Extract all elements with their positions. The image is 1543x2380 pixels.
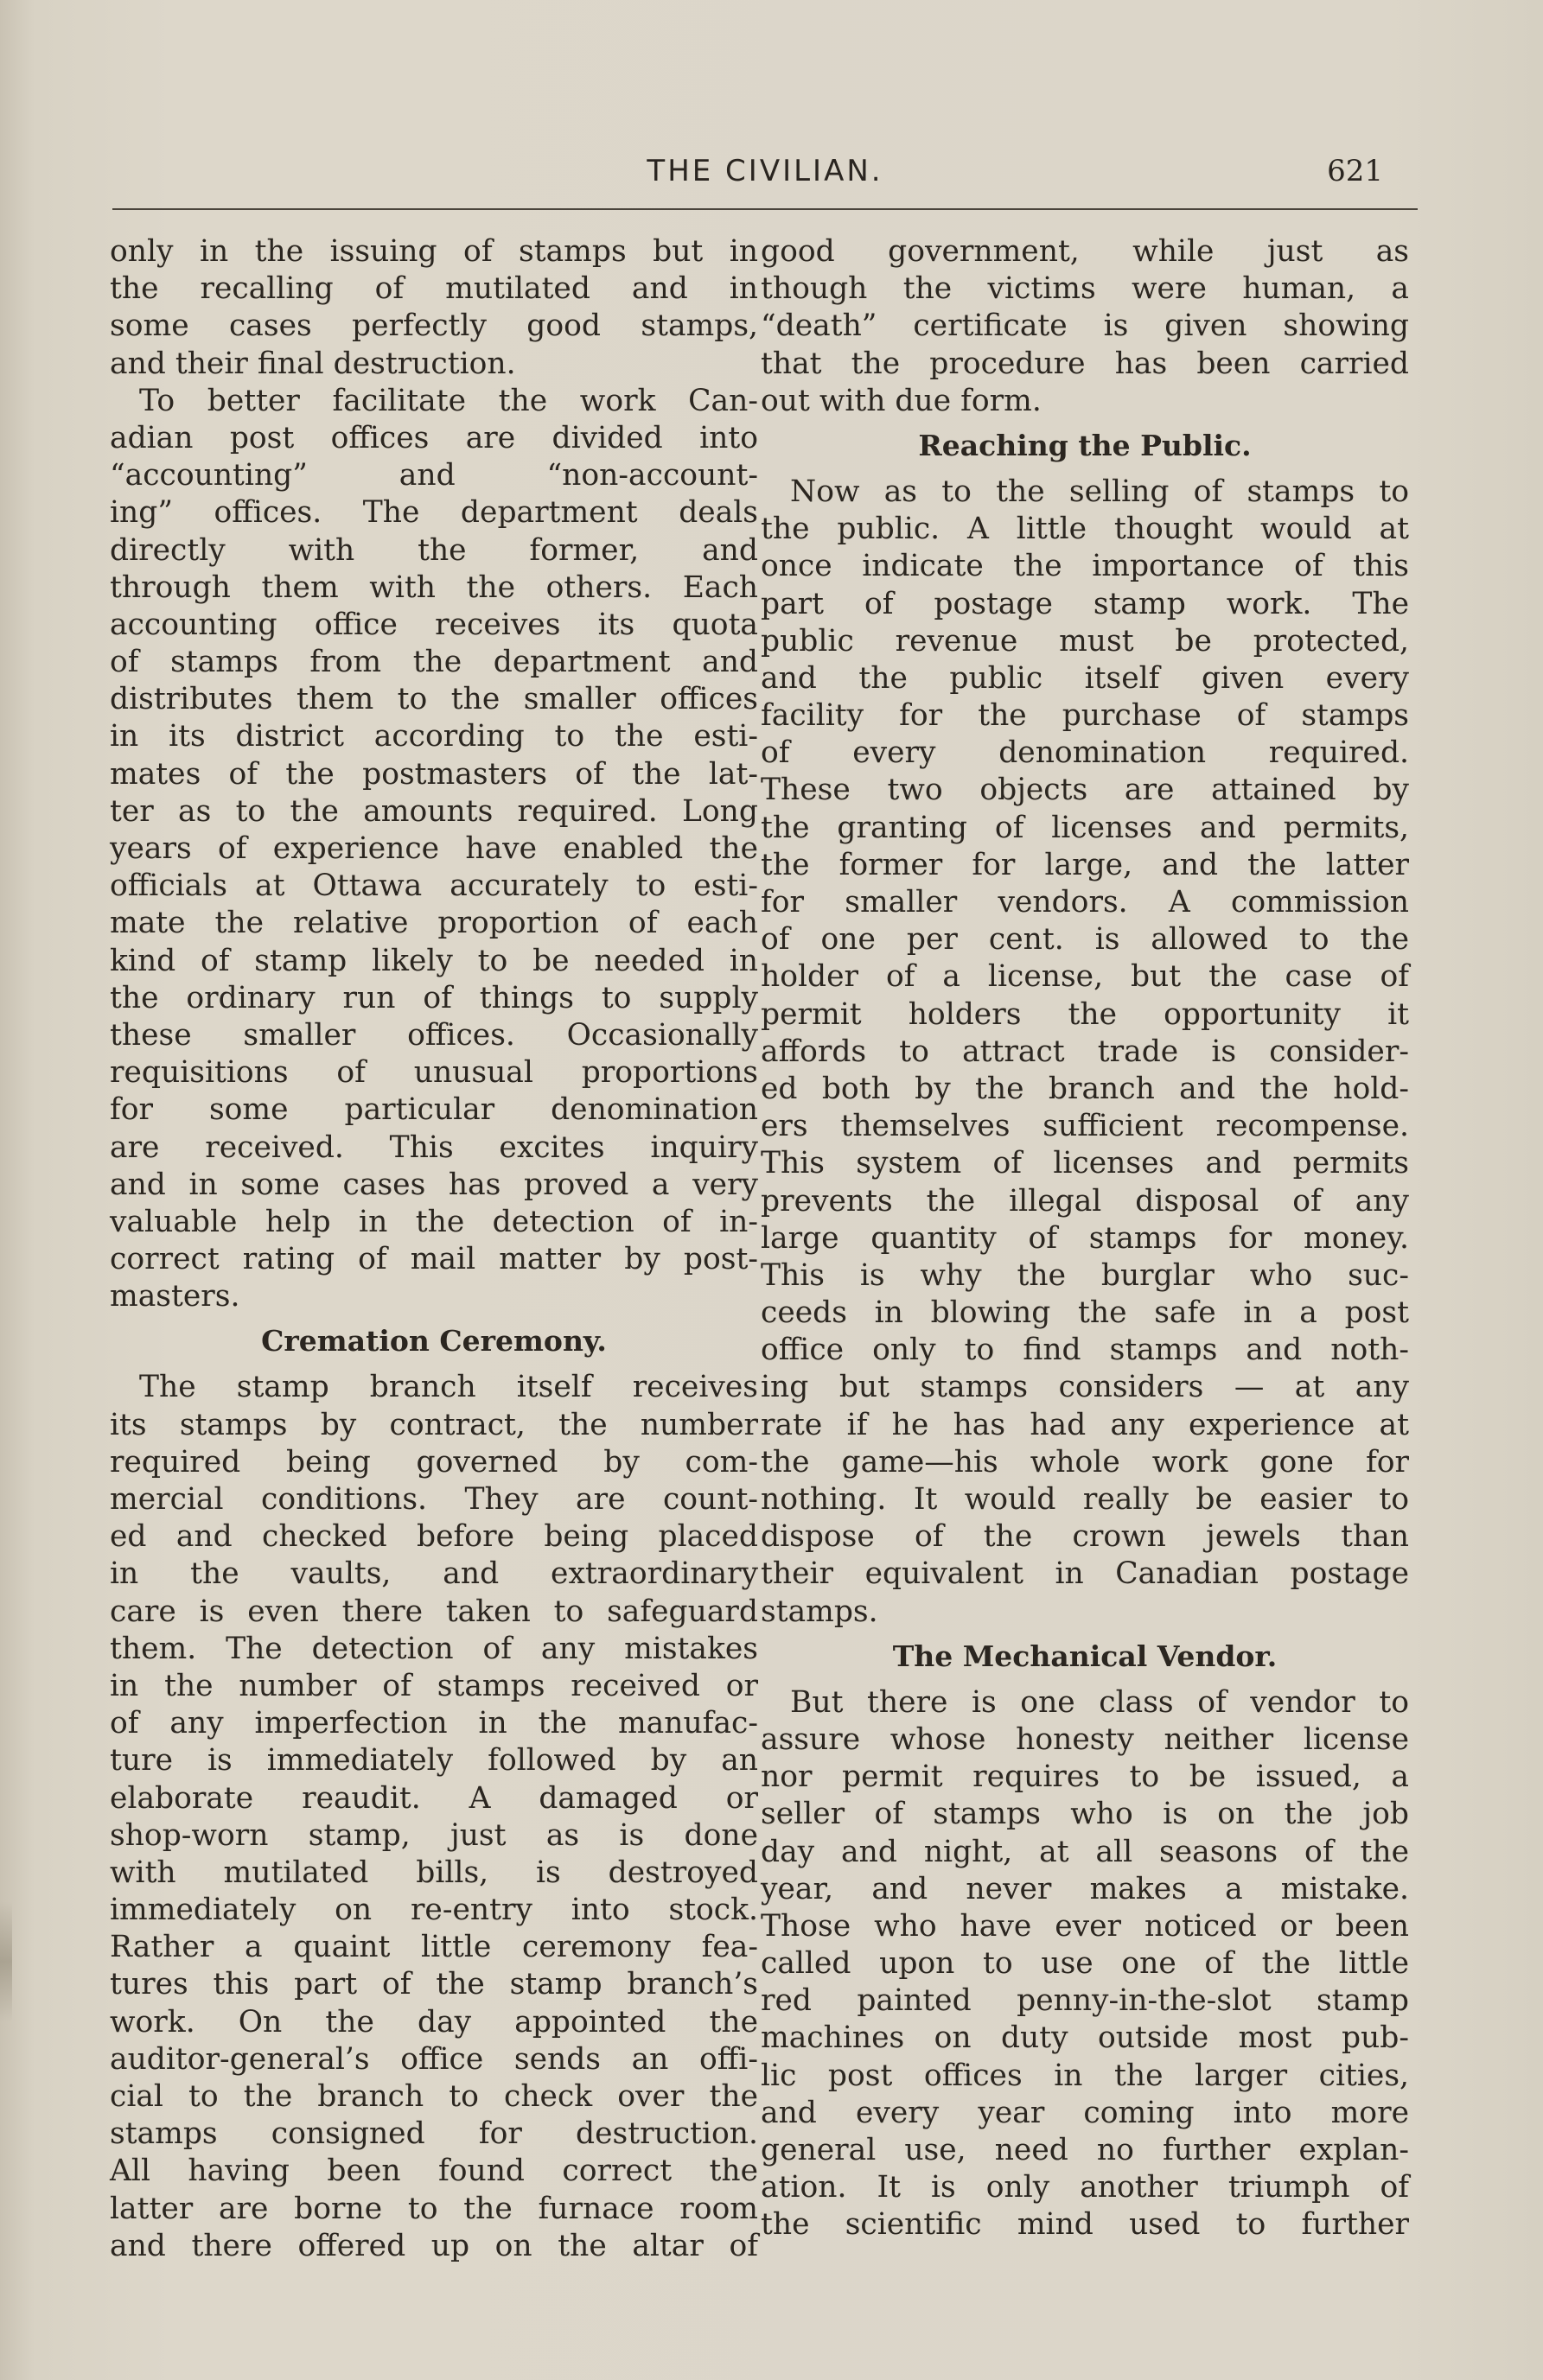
text-line: ed and checked before being placed (110, 1519, 758, 1555)
text-line: in the vaults, and extraordinary (110, 1556, 758, 1592)
text-line: for smaller vendors. A commission (761, 885, 1409, 920)
text-line: some cases perfectly good stamps, (110, 309, 758, 344)
text-line: ation. It is only another triumph of (761, 2170, 1409, 2205)
text-line: accounting office receives its quota (110, 607, 758, 642)
right-column (761, 233, 1409, 2244)
text-line: nothing. It would really be easier to (761, 1482, 1409, 1517)
text-line: The stamp branch itself receives (139, 1370, 758, 1405)
text-line: that the procedure has been carried (761, 346, 1409, 381)
text-line: the public. A little thought would at (761, 512, 1409, 547)
text-line: officials at Ottawa accurately to esti- (110, 869, 758, 904)
text-line: latter are borne to the furnace room (110, 2191, 758, 2226)
text-line: auditor-general’s office sends an offi- (110, 2041, 758, 2077)
paragraph (761, 233, 1409, 420)
text-line: and there offered up on the altar of (110, 2228, 758, 2263)
text-line: public revenue must be protected, (761, 623, 1409, 659)
text-line: office only to find stamps and noth- (761, 1333, 1409, 1368)
text-line: But there is one class of vendor to (790, 1684, 1409, 1720)
text-line: ing” offices. The department deals (110, 495, 758, 531)
text-line: stamps. (761, 1594, 878, 1629)
text-line: are received. This excites inquiry (110, 1130, 758, 1165)
text-line: ceeds in blowing the safe in a post (761, 1295, 1409, 1331)
section-heading: Reaching the Public. (918, 428, 1252, 462)
text-line: years of experience have enabled the (110, 831, 758, 866)
text-line: permit holders the opportunity it (761, 996, 1409, 1032)
text-line: required being governed by com- (110, 1444, 758, 1480)
text-line: called upon to use one of the little (761, 1946, 1409, 1982)
text-line: requisitions of unusual proportions (110, 1055, 758, 1091)
text-line: part of postage stamp work. The (761, 586, 1409, 621)
text-line: masters. (110, 1279, 240, 1314)
text-line: ers themselves sufficient recompense. (761, 1109, 1409, 1144)
paragraph (761, 474, 1409, 1631)
text-line: immediately on re-entry into stock. (110, 1893, 758, 1928)
text-line: these smaller offices. Occasionally (110, 1017, 758, 1053)
text-line: red painted penny-in-the-slot stamp (761, 1983, 1409, 2019)
text-line: To better facilitate the work Can- (139, 383, 758, 418)
text-line: general use, need no further explan- (761, 2133, 1409, 2167)
text-line: ed both by the branch and the hold- (761, 1071, 1409, 1106)
section-heading: Cremation Ceremony. (261, 1324, 607, 1359)
paragraph (110, 233, 758, 383)
text-line: tures this part of the stamp branch’s (110, 1967, 758, 2002)
text-line: Those who have ever noticed or been (761, 1908, 1409, 1944)
text-line: and in some cases has proved a very (110, 1167, 758, 1202)
text-line: of one per cent. is allowed to the (761, 922, 1409, 958)
text-line: nor permit requires to be issued, a (761, 1760, 1409, 1795)
text-line: This is why the burglar who suc- (761, 1257, 1409, 1293)
text-line: ter as to the amounts required. Long (110, 793, 758, 829)
text-line: elaborate reaudit. A damaged or (110, 1780, 758, 1816)
text-line: ing but stamps considers — at any (761, 1370, 1409, 1405)
text-line: “death” certificate is given showing (761, 309, 1409, 344)
text-line: mates of the postmasters of the lat- (110, 756, 758, 792)
text-line: them. The detection of any mistakes (110, 1631, 758, 1666)
text-line: cial to the branch to check over the (110, 2079, 758, 2114)
text-line: the ordinary run of things to supply (110, 980, 758, 1015)
text-line: their equivalent in Canadian postage (761, 1556, 1409, 1592)
text-line: “accounting” and “non-account- (110, 458, 758, 493)
text-line: of every denomination required. (761, 735, 1409, 771)
text-line: Now as to the selling of stamps to (790, 474, 1409, 509)
text-line: Rather a quaint little ceremony fea- (110, 1930, 758, 1965)
text-line: and their final destruction. (110, 346, 516, 381)
header-rule (112, 208, 1418, 210)
page-number: 621 (1327, 154, 1383, 188)
page-header (112, 154, 1418, 197)
text-line: and every year coming into more (761, 2095, 1409, 2130)
text-line: facility for the purchase of stamps (761, 698, 1409, 734)
text-line: These two objects are attained by (761, 773, 1409, 808)
text-line: year, and never makes a mistake. (761, 1871, 1409, 1906)
text-line: All having been found correct the (110, 2154, 758, 2189)
paragraph (110, 1369, 758, 2265)
text-line: of stamps from the department and (110, 645, 758, 680)
text-line: affords to attract trade is consider- (761, 1034, 1409, 1069)
text-line: the granting of licenses and permits, (761, 810, 1409, 845)
text-line: dispose of the crown jewels than (761, 1519, 1409, 1555)
text-line: for some particular denomination (110, 1092, 758, 1128)
text-line: good government, while just as (761, 234, 1409, 269)
text-line: though the victims were human, a (761, 271, 1409, 307)
text-line: mate the relative proportion of each (110, 906, 758, 941)
section-heading: The Mechanical Vendor. (892, 1639, 1278, 1673)
text-line: large quantity of stamps for money. (761, 1220, 1409, 1256)
text-line: out with due form. (761, 383, 1042, 418)
paragraph (110, 383, 758, 1316)
text-line: through them with the others. Each (110, 570, 758, 605)
text-line: the scientific mind used to further (761, 2207, 1409, 2243)
text-line: of any imperfection in the manufac- (110, 1706, 758, 1741)
text-line: with mutilated bills, is destroyed (110, 1855, 758, 1890)
text-line: assure whose honesty neither license (761, 1721, 1409, 1757)
text-line: once indicate the importance of this (761, 549, 1409, 584)
text-line: shop-worn stamp, just as is done (110, 1817, 758, 1853)
text-line: the former for large, and the latter (761, 847, 1409, 882)
text-line: only in the issuing of stamps but in (110, 234, 758, 269)
text-line: This system of licenses and permits (761, 1146, 1409, 1181)
text-line: the game—his whole work gone for (761, 1444, 1409, 1480)
text-line: in the number of stamps received or (110, 1668, 758, 1703)
text-line: and the public itself given every (761, 660, 1409, 696)
text-line: adian post offices are divided into (110, 420, 758, 455)
text-line: kind of stamp likely to be needed in (110, 943, 758, 978)
text-line: in its district according to the esti- (110, 719, 758, 754)
text-line: care is even there taken to safeguard (110, 1594, 758, 1629)
text-line: lic post offices in the larger cities, (761, 2058, 1409, 2093)
text-line: holder of a license, but the case of (761, 959, 1409, 995)
text-line: seller of stamps who is on the job (761, 1797, 1409, 1832)
text-line: stamps consigned for destruction. (110, 2116, 758, 2152)
paragraph (761, 1684, 1409, 2244)
running-title: THE CIVILIAN. (647, 154, 883, 188)
text-line: correct rating of mail matter by post- (110, 1242, 758, 1277)
left-column (110, 233, 758, 2265)
binding-mark (0, 1901, 12, 2022)
text-line: valuable help in the detection of in- (110, 1204, 758, 1239)
text-line: distributes them to the smaller offices (110, 682, 758, 717)
text-line: its stamps by contract, the number (110, 1407, 758, 1442)
text-line: directly with the former, and (110, 532, 758, 568)
text-line: work. On the day appointed the (110, 2004, 758, 2040)
text-line: machines on duty outside most pub- (761, 2020, 1409, 2056)
text-line: the recalling of mutilated and in (110, 271, 758, 307)
text-line: mercial conditions. They are count- (110, 1482, 758, 1517)
text-line: rate if he has had any experience at (761, 1407, 1409, 1442)
text-line: ture is immediately followed by an (110, 1743, 758, 1779)
text-line: prevents the illegal disposal of any (761, 1183, 1409, 1219)
text-line: day and night, at all seasons of the (761, 1834, 1409, 1869)
